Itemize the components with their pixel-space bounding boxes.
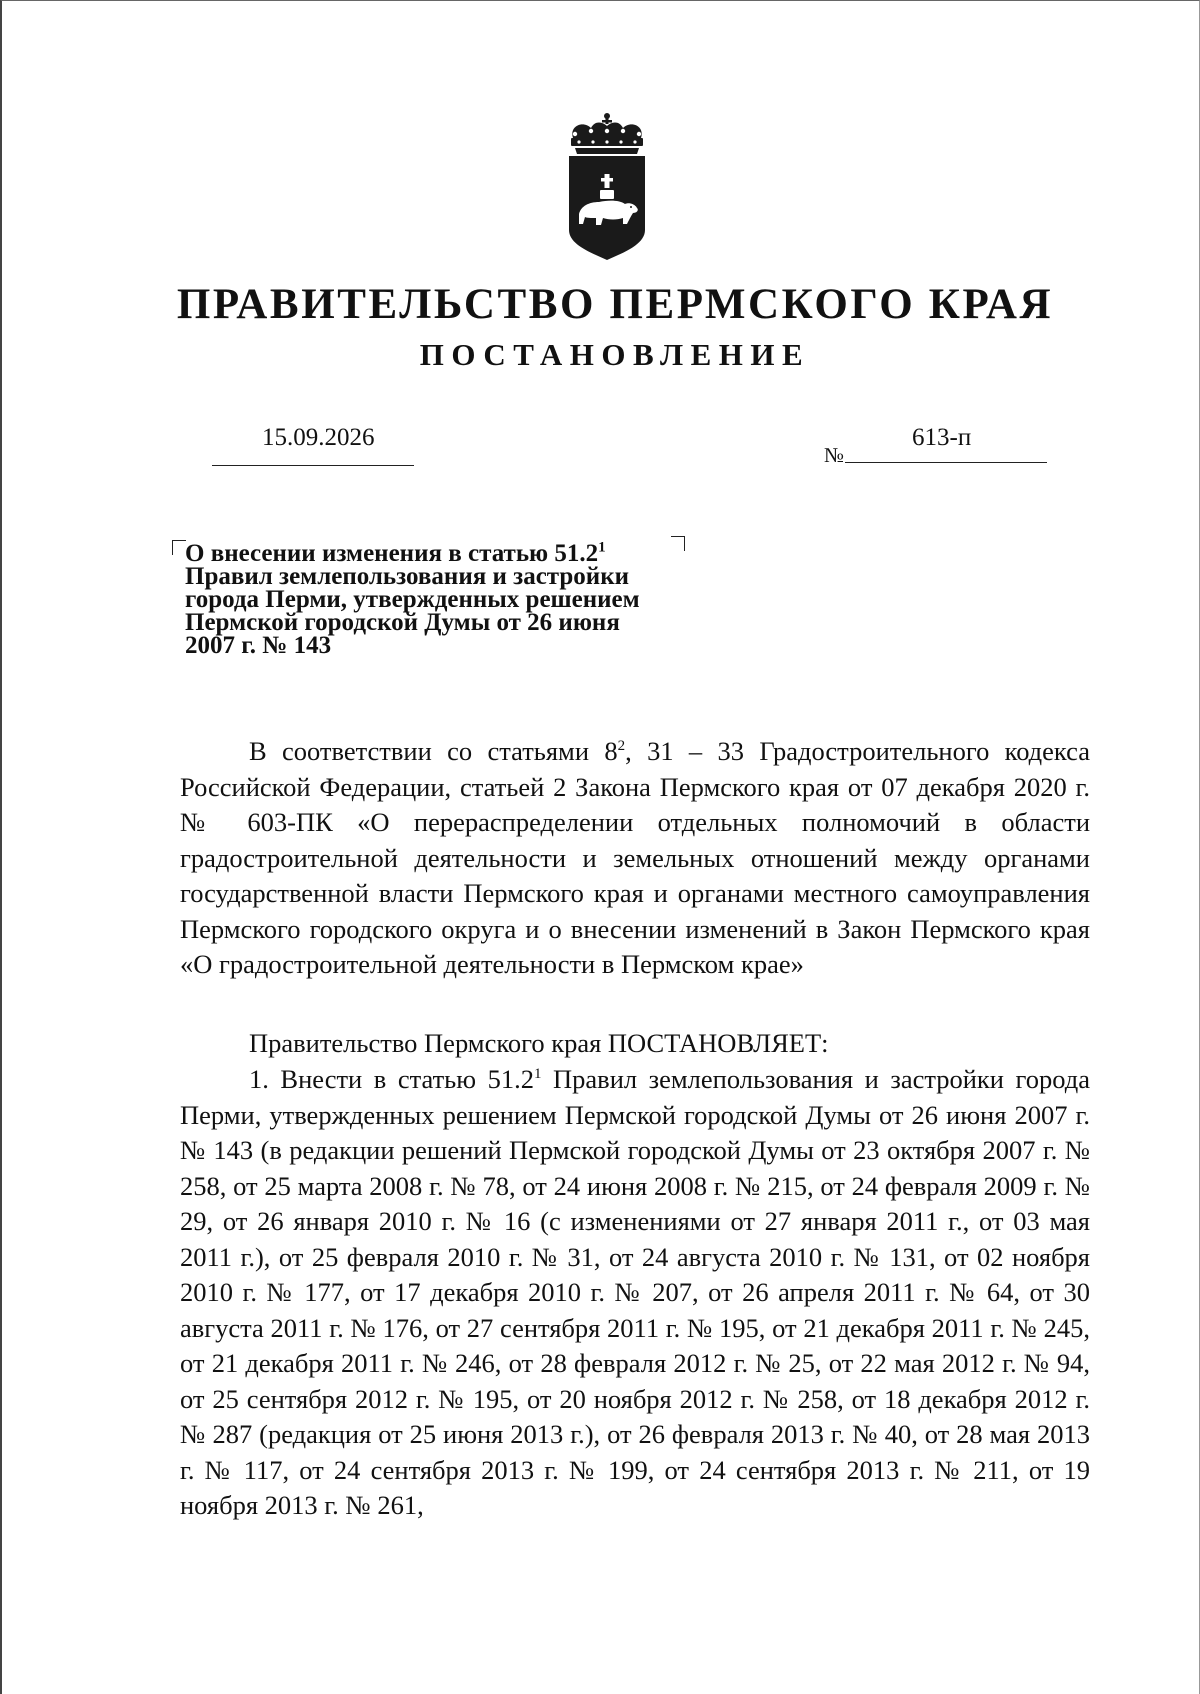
document-date: 15.09.2026 — [262, 424, 375, 451]
government-title: ПРАВИТЕЛЬСТВО ПЕРМСКОГО КРАЯ — [176, 281, 1054, 328]
subject-line: О внесении изменения в статью 51.2$^1$ — [185, 539, 606, 567]
number-sign: № — [824, 443, 845, 467]
subject-line: Пермской городской Думы от 26 июня — [185, 609, 620, 636]
subject-line: Правил землепользования и застройки — [185, 563, 630, 590]
document-type-title: ПОСТАНОВЛЕНИЕ — [419, 337, 811, 372]
preamble-paragraph: В соответствии со статьями $8^2$, 31 – 33 Градостроительного кодекса Российской Федерации, статьей 2 Закона Пермского края от 07 декабря 2020 г. № 603-ПК «О перераспределении отдельных полномочий в области градостроительной деятельности и земельных отношений между органами государственной власти Пермского края и органами местного самоуправления Пермского городского округа и о внесении изменений в Закон Пермского края «О градостроительной деятельности в Пермском крае» — [180, 736, 1090, 979]
subject-bracket-left — [172, 540, 186, 555]
clause-1-paragraph: 1. Внести в статью 51.2$^1$ Правил землепользования и застройки города Перми, утвержденных решением Пермской городской Думы от 26 июня 2007 г. № 143 (в редакции решений Пермской городской Думы от 23 октября 2007 г. № 258, от 25 марта 2008 г. № 78, от 24 июня 2008 г. № 215, от 24 февраля 2009 г. № 29, от 26 января 2010 г. № 16 (с изменениями от 27 января 2011 г., от 03 мая 2011 г.), от 25 февраля 2010 г. № 31, от 24 августа 2010 г. № 131, от 02 ноября 2010 г. № 177, от 17 декабря 2010 г. № 207, от 26 апреля 2011 г. № 64, от 30 августа 2011 г. № 176, от 27 сентября 2011 г. № 195, от 21 декабря 2011 г. № 245, от 21 декабря 2011 г. № 246, от 28 февраля 2012 г. № 25, от 22 мая 2012 г. № 94, от 25 сентября 2012 г. № 195, от 20 ноября 2012 г. № 258, от 18 декабря 2012 г. № 287 (редакция от 25 июня 2013 г.), от 26 февраля 2013 г. № 40, от 28 мая 2013 г. № 117, от 24 сентября 2013 г. № 199, от 24 сентября 2013 г. № 211, от 19 ноября 2013 г. № 261, — [180, 1064, 1090, 1520]
document-subject — [185, 539, 725, 659]
date-underline — [212, 465, 414, 466]
perm-krai-coat-of-arms-icon — [565, 112, 649, 262]
number-underline — [845, 462, 1047, 463]
resolution-paragraph: Правительство Пермского края ПОСТАНОВЛЯЕТ: — [249, 1028, 829, 1058]
document-number: 613-п — [912, 424, 972, 451]
subject-line: 2007 г. № 143 — [185, 632, 332, 659]
subject-line: города Перми, утвержденных решением — [185, 586, 640, 613]
